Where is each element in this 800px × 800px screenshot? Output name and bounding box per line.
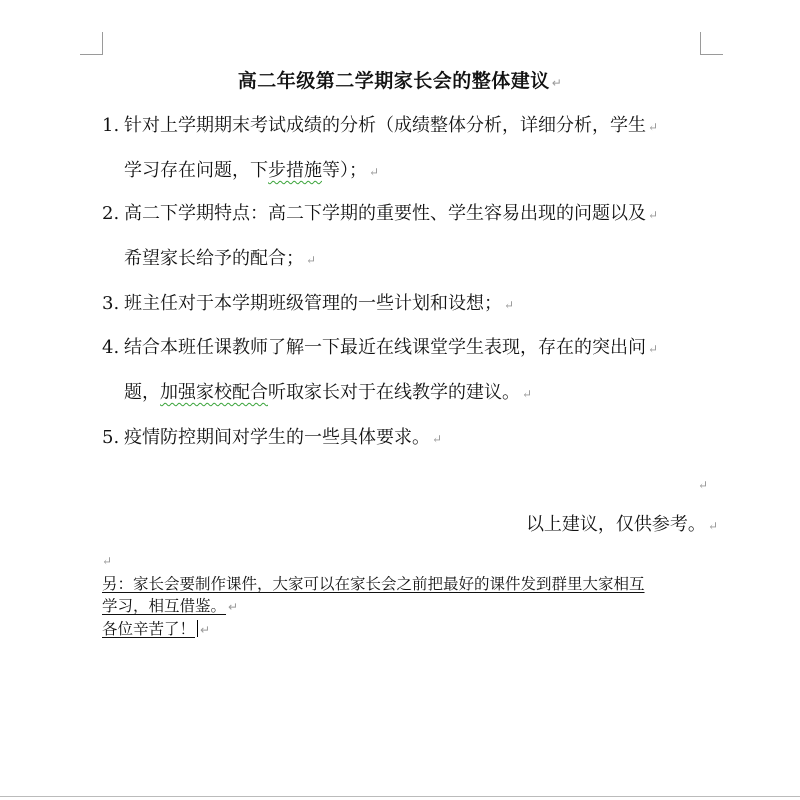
item-text: 听取家长对于在线教学的建议。 [268, 382, 520, 403]
paragraph-mark-icon: ↵ [648, 208, 659, 222]
page-bottom-divider [0, 796, 800, 797]
crop-mark-top-right [700, 32, 723, 55]
item-text: 针对上学期期末考试成绩的分析（成绩整体分析，详细分析，学生 [124, 115, 646, 136]
item-text: 希望家长给予的配合； [124, 248, 304, 269]
paragraph-mark-icon: ↵ [200, 623, 211, 637]
list-item-1 [102, 104, 712, 194]
paragraph-mark-icon: ↵ [432, 432, 443, 446]
paragraph-mark-icon: ↵ [522, 387, 533, 401]
item-text: 结合本班任课教师了解一下最近在线课堂学生表现，存在的突出问 [124, 337, 646, 358]
paragraph-mark-icon: ↵ [648, 342, 659, 356]
paragraph-mark-icon: ↵ [504, 298, 515, 312]
item-text: 高二下学期特点：高二下学期的重要性、学生容易出现的问题以及 [124, 203, 646, 224]
note-text: 各位辛苦了！ [102, 620, 196, 638]
document-title [0, 66, 800, 93]
item-text: 题， [124, 382, 160, 403]
note-text: 另：家长会要制作课件，大家可以在家长会之前把最好的课件发到群里大家相互 [102, 575, 645, 593]
item-number: 1. [102, 115, 120, 136]
paragraph-mark-icon: ↵ [551, 76, 563, 90]
list-item-4 [102, 326, 712, 416]
list-item-5 [102, 416, 712, 461]
text-cursor [197, 620, 198, 637]
paragraph-mark-icon: ↵ [228, 600, 239, 614]
item-number: 2. [102, 203, 120, 224]
item-number: 3. [102, 293, 120, 314]
item-text: 学习存在问题，下 [124, 160, 268, 181]
item-text: 疫情防控期间对学生的一些具体要求。 [124, 427, 430, 448]
paragraph-mark-icon: ↵ [648, 120, 659, 134]
item-text: 班主任对于本学期班级管理的一些计划和设想； [124, 293, 502, 314]
item-number: 5. [102, 427, 120, 448]
paragraph-mark-icon: ↵ [369, 165, 380, 179]
closing-text: 以上建议，仅供参考。 [525, 514, 706, 535]
crop-mark-top-left [80, 32, 103, 55]
item-number: 4. [102, 337, 120, 358]
paragraph-mark-icon: ↵ [707, 519, 718, 533]
paragraph-mark-icon: ↵ [306, 253, 317, 267]
list-item-2 [102, 192, 712, 282]
grammar-flagged-text: 加强家校配合 [160, 382, 268, 403]
note-paragraph [102, 573, 712, 641]
list-item-3 [102, 282, 712, 327]
note-text: 学习，相互借鉴。 [102, 597, 227, 615]
item-text: 等）； [322, 160, 367, 181]
grammar-flagged-text: 步措施 [268, 160, 322, 181]
closing-remark [526, 510, 718, 536]
paragraph-mark-icon: ↵ [698, 478, 709, 492]
paragraph-mark-icon: ↵ [102, 554, 113, 568]
title-text: 高二年级第二学期家长会的整体建议 [237, 70, 550, 92]
